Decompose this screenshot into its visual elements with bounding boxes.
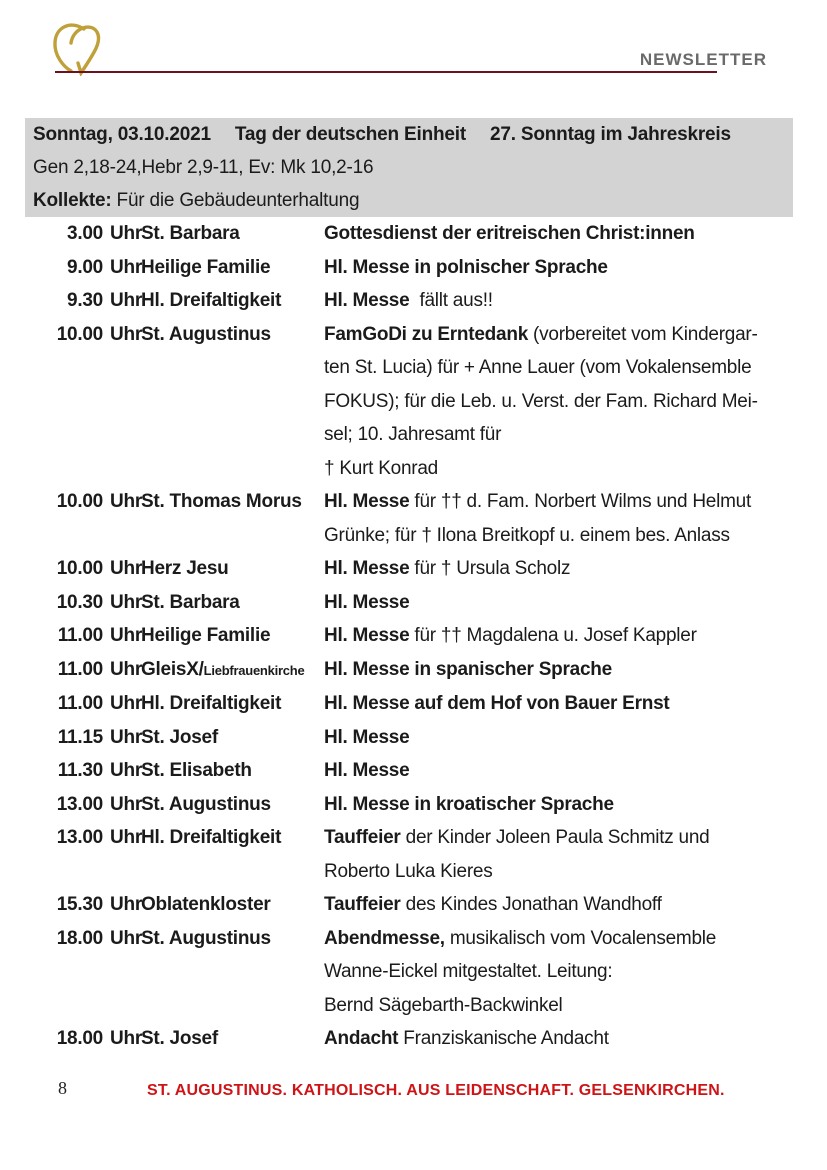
footer-tagline: ST. AUGUSTINUS. KATHOLISCH. AUS LEIDENSCHAFT. GELSENKIRCHEN. — [147, 1082, 725, 1099]
event-location — [141, 721, 324, 755]
event-uhr-label: Uhr — [110, 658, 142, 680]
text-segment: der Kinder Joleen Paula Schmitz und — [400, 827, 710, 848]
event-description — [324, 922, 808, 1023]
event-description — [324, 318, 808, 486]
text-segment: Andacht — [324, 1028, 399, 1049]
text-segment: Hl. Messe — [324, 491, 410, 512]
event-location — [141, 687, 324, 721]
event-time: 11.00 — [57, 658, 103, 680]
event-location — [141, 586, 324, 620]
text-segment: Bernd Sägebarth-Backwinkel — [324, 994, 563, 1016]
event-time: 10.30 — [56, 591, 103, 613]
event-uhr-label: Uhr — [110, 894, 142, 915]
text-segment: Hl. Messe — [324, 726, 410, 748]
text-segment: FOKUS); für die Leb. u. Verst. der Fam. Richard Mei- — [324, 390, 758, 412]
event-description — [324, 284, 808, 318]
text-segment: St. Josef — [141, 726, 218, 748]
schedule-row — [33, 754, 808, 788]
event-time: 9.30 — [67, 290, 103, 311]
text-segment: Liebfrauenkirche — [203, 662, 305, 678]
event-uhr-label: Uhr — [110, 793, 142, 815]
event-location — [141, 922, 324, 1023]
kollekte-line — [33, 184, 793, 217]
event-time: 18.00 — [56, 1028, 103, 1049]
text-segment: Hl. Messe — [324, 625, 410, 646]
event-location — [141, 217, 324, 251]
text-segment: (vorbereitet vom Kindergar- — [528, 323, 758, 345]
text-segment: für †† Magdalena u. Josef Kappler — [409, 625, 697, 646]
event-uhr-label: Uhr — [110, 290, 142, 311]
event-time: 3.00 — [67, 223, 103, 244]
event-location — [141, 788, 324, 822]
event-location — [141, 821, 324, 888]
text-segment: Roberto Luka Kieres — [324, 860, 493, 882]
event-location — [141, 552, 324, 586]
day-sunday: 27. Sonntag im Jahreskreis — [489, 124, 731, 145]
page-number: 8 — [58, 1078, 67, 1098]
event-uhr-label: Uhr — [110, 625, 142, 646]
day-readings: Gen 2,18-24,Hebr 2,9-11, Ev: Mk 10,2-16 — [33, 157, 374, 178]
event-description — [324, 821, 808, 888]
event-time: 9.00 — [67, 256, 103, 278]
event-time: 18.00 — [56, 927, 103, 949]
event-uhr-label: Uhr — [110, 491, 142, 512]
event-time: 15.30 — [56, 894, 103, 915]
text-segment: ten St. Lucia) für + Anne Lauer (vom Vokalensemble — [324, 357, 752, 378]
schedule-row — [33, 284, 808, 318]
text-segment: für †† d. Fam. Norbert Wilms und Helmut — [409, 491, 752, 512]
event-uhr-label: Uhr — [110, 558, 142, 579]
schedule-row — [33, 721, 808, 755]
event-uhr-label: Uhr — [110, 223, 142, 244]
text-segment: Hl. Messe — [324, 558, 410, 579]
text-segment: Franziskanische Andacht — [398, 1028, 609, 1049]
text-segment: FamGoDi zu Erntedank — [324, 323, 529, 345]
day-info-box — [25, 118, 793, 217]
day-title — [33, 118, 793, 151]
text-segment: Tauffeier — [324, 827, 401, 848]
event-time: 13.00 — [56, 827, 103, 848]
text-segment: Hl. Dreifaltigkeit — [141, 693, 282, 714]
text-segment: Herz Jesu — [141, 558, 229, 579]
event-description — [324, 586, 808, 620]
text-segment: St. Josef — [141, 1028, 218, 1049]
event-time: 10.00 — [56, 558, 103, 579]
text-segment: St. Augustinus — [141, 927, 271, 949]
text-segment: Tauffeier — [324, 894, 401, 915]
event-uhr-label: Uhr — [110, 1028, 142, 1049]
text-segment: Hl. Messe auf dem Hof von Bauer Ernst — [324, 693, 670, 714]
event-time: 10.00 — [56, 491, 103, 512]
event-location — [141, 888, 324, 922]
schedule-list — [33, 217, 808, 1056]
event-location — [141, 485, 324, 552]
event-time: 10.00 — [56, 323, 103, 345]
text-segment: Hl. Messe — [324, 591, 410, 613]
newsletter-label: NEWSLETTER — [639, 50, 767, 69]
event-uhr-label: Uhr — [110, 256, 142, 278]
event-uhr-label: Uhr — [110, 760, 142, 781]
event-location — [141, 754, 324, 788]
event-time: 11.00 — [57, 625, 103, 646]
schedule-row — [33, 217, 808, 251]
text-segment: St. Augustinus — [141, 793, 271, 815]
day-date: Sonntag, 03.10.2021 — [33, 124, 211, 145]
event-description — [324, 721, 808, 755]
schedule-row — [33, 1022, 808, 1056]
schedule-row — [33, 586, 808, 620]
event-location — [141, 1022, 324, 1056]
event-description — [324, 653, 808, 688]
schedule-row — [33, 922, 808, 1023]
text-segment: Heilige Familie — [141, 625, 271, 646]
event-description — [324, 687, 808, 721]
event-description — [324, 754, 808, 788]
text-segment: † Kurt Konrad — [324, 457, 438, 479]
schedule-row — [33, 251, 808, 285]
event-description — [324, 552, 808, 586]
text-segment: Grünke; für † Ilona Breitkopf u. einem bes. Anlass — [324, 524, 730, 546]
text-segment: für † Ursula Scholz — [409, 558, 571, 579]
event-location — [141, 284, 324, 318]
kollekte-label: Kollekte: — [33, 190, 112, 211]
text-segment: St. Augustinus — [141, 323, 271, 345]
kollekte-value: Für die Gebäudeunterhaltung — [111, 190, 360, 211]
text-segment: Wanne-Eickel mitgestaltet. Leitung: — [324, 961, 613, 982]
schedule-row — [33, 888, 808, 922]
text-segment: sel; 10. Jahresamt für — [324, 424, 502, 445]
text-segment: Hl. Dreifaltigkeit — [141, 827, 282, 848]
event-uhr-label: Uhr — [110, 591, 142, 613]
schedule-row — [33, 653, 808, 688]
event-uhr-label: Uhr — [110, 827, 142, 848]
text-segment: St. Thomas Morus — [141, 491, 302, 512]
text-segment: St. Elisabeth — [141, 760, 252, 781]
event-description — [324, 251, 808, 285]
text-segment: Gottesdienst der eritreischen Christ:innen — [324, 223, 695, 244]
text-segment: Heilige Familie — [141, 256, 271, 278]
text-segment: St. Barbara — [141, 591, 240, 613]
event-time: 11.30 — [57, 760, 103, 781]
header-divider-rule — [55, 71, 717, 73]
text-segment: Hl. Dreifaltigkeit — [141, 290, 282, 311]
event-description — [324, 485, 808, 552]
event-description — [324, 217, 808, 251]
text-segment: GleisX/ — [141, 658, 204, 680]
event-location — [141, 251, 324, 285]
text-segment: Oblatenkloster — [141, 894, 271, 915]
text-segment: fällt aus!! — [409, 290, 493, 311]
day-feast: Tag der deutschen Einheit — [234, 124, 466, 145]
schedule-row — [33, 552, 808, 586]
text-segment: Hl. Messe in kroatischer Sprache — [324, 793, 614, 815]
event-location — [141, 318, 324, 486]
schedule-row — [33, 821, 808, 888]
text-segment: Hl. Messe — [324, 760, 410, 781]
text-segment: St. Barbara — [141, 223, 240, 244]
schedule-row — [33, 788, 808, 822]
schedule-row — [33, 619, 808, 653]
event-description — [324, 1022, 808, 1056]
event-description — [324, 788, 808, 822]
event-time: 11.15 — [57, 726, 103, 748]
event-description — [324, 888, 808, 922]
event-time: 11.00 — [57, 693, 103, 714]
text-segment: des Kindes Jonathan Wandhoff — [400, 894, 662, 915]
event-location — [141, 653, 324, 688]
event-uhr-label: Uhr — [110, 927, 142, 949]
event-uhr-label: Uhr — [110, 323, 142, 345]
text-segment: Hl. Messe in spanischer Sprache — [324, 658, 612, 680]
event-description — [324, 619, 808, 653]
event-location — [141, 619, 324, 653]
text-segment: musikalisch vom Vocalensemble — [444, 927, 717, 949]
event-uhr-label: Uhr — [110, 693, 142, 714]
text-segment: Hl. Messe — [324, 290, 410, 311]
text-segment: Hl. Messe in polnischer Sprache — [324, 256, 608, 278]
text-segment: Abendmesse, — [324, 927, 445, 949]
schedule-row — [33, 318, 808, 486]
schedule-row — [33, 687, 808, 721]
schedule-row — [33, 485, 808, 552]
event-time: 13.00 — [56, 793, 103, 815]
event-uhr-label: Uhr — [110, 726, 142, 748]
